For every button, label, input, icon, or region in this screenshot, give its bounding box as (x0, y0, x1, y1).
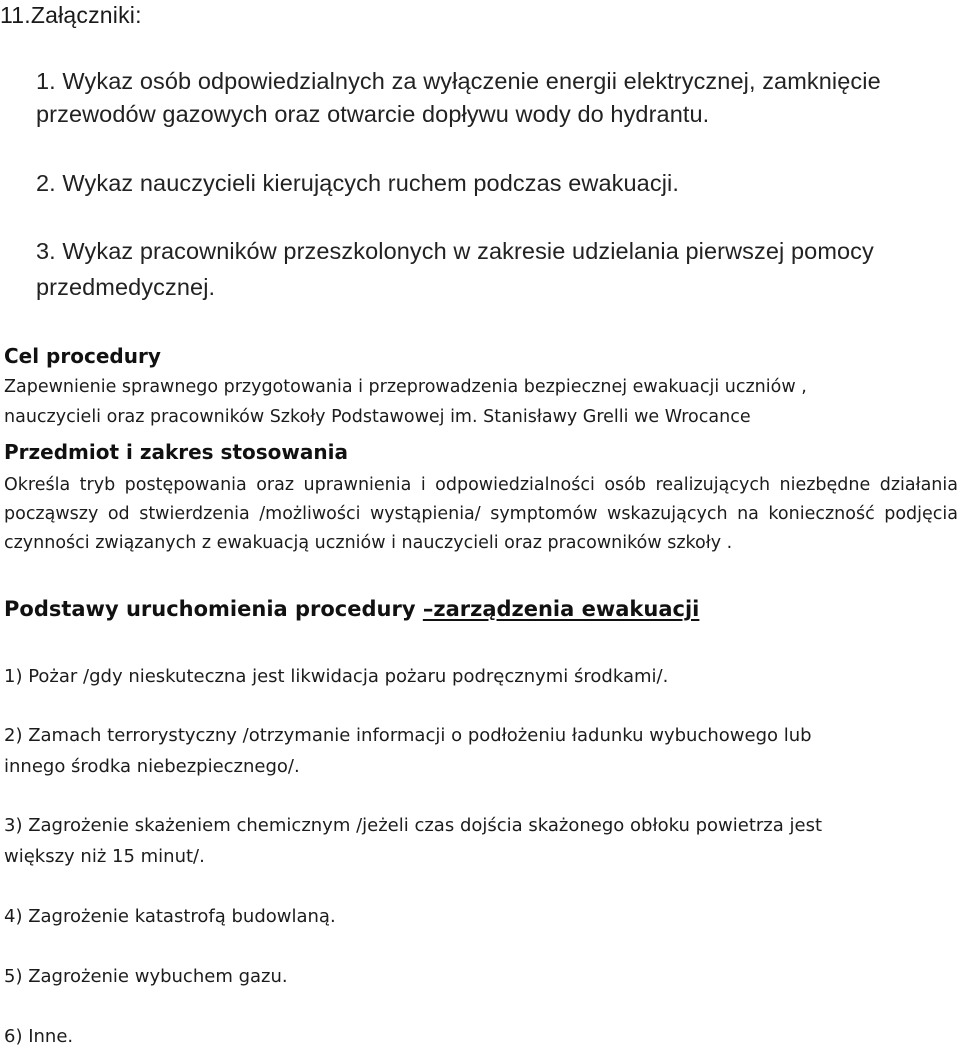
przedmiot-heading: Przedmiot i zakres stosowania (4, 440, 348, 464)
attachment-3-line-1: 3. Wykaz pracowników przeszkolonych w zakresie udzielania pierwszej pomocy (36, 238, 874, 264)
condition-item-1: 1) Pożar /gdy nieskuteczna jest likwidacja pożaru podręcznymi środkami/. (4, 666, 669, 687)
podstawy-heading-underlined: –zarządzenia ewakuacji (422, 597, 700, 621)
attachment-1-line-2: przewodów gazowych oraz otwarcie dopływu wody do hydrantu. (36, 101, 710, 127)
section-title: 11.Załączniki: (0, 2, 142, 28)
cel-text-line-2: nauczycieli oraz pracowników Szkoły Podstawowej im. Stanisławy Grelli we Wrocance (4, 407, 751, 427)
condition-item-2-line-1: 2) Zamach terrorystyczny /otrzymanie informacji o podłożeniu ładunku wybuchowego lub (4, 725, 812, 746)
cel-text-line-1: Zapewnienie sprawnego przygotowania i przeprowadzenia bezpiecznej ewakuacji uczniów , (4, 377, 807, 397)
przedmiot-text: Określa tryb postępowania oraz uprawnienia i odpowiedzialności osób realizujących niezbędne działania począwszy od stwierdzenia /możliwości wystąpienia/ symptomów wskazujących na konieczność podjęcia czynności związanych z ewakuacją uczniów i nauczycieli oraz pracowników szkoły . (4, 475, 958, 553)
attachment-2: 2. Wykaz nauczycieli kierujących ruchem podczas ewakuacji. (36, 170, 679, 196)
podstawy-heading (4, 596, 699, 622)
condition-item-5: 5) Zagrożenie wybuchem gazu. (4, 966, 288, 987)
condition-item-2-line-2: innego środka niebezpiecznego/. (4, 756, 300, 777)
condition-item-6: 6) Inne. (4, 1026, 74, 1047)
condition-item-3-line-1: 3) Zagrożenie skażeniem chemicznym /jeżeli czas dojścia skażonego obłoku powietrza jest (4, 815, 822, 836)
cel-heading: Cel procedury (4, 344, 161, 368)
condition-item-4: 4) Zagrożenie katastrofą budowlaną. (4, 906, 336, 927)
attachment-3-line-2: przedmedycznej. (36, 274, 216, 300)
attachment-1-line-1: 1. Wykaz osób odpowiedzialnych za wyłączenie energii elektrycznej, zamknięcie (36, 68, 881, 94)
podstawy-heading-plain: Podstawy uruchomienia procedury (4, 597, 423, 621)
condition-item-3-line-2: większy niż 15 minut/. (4, 846, 205, 867)
